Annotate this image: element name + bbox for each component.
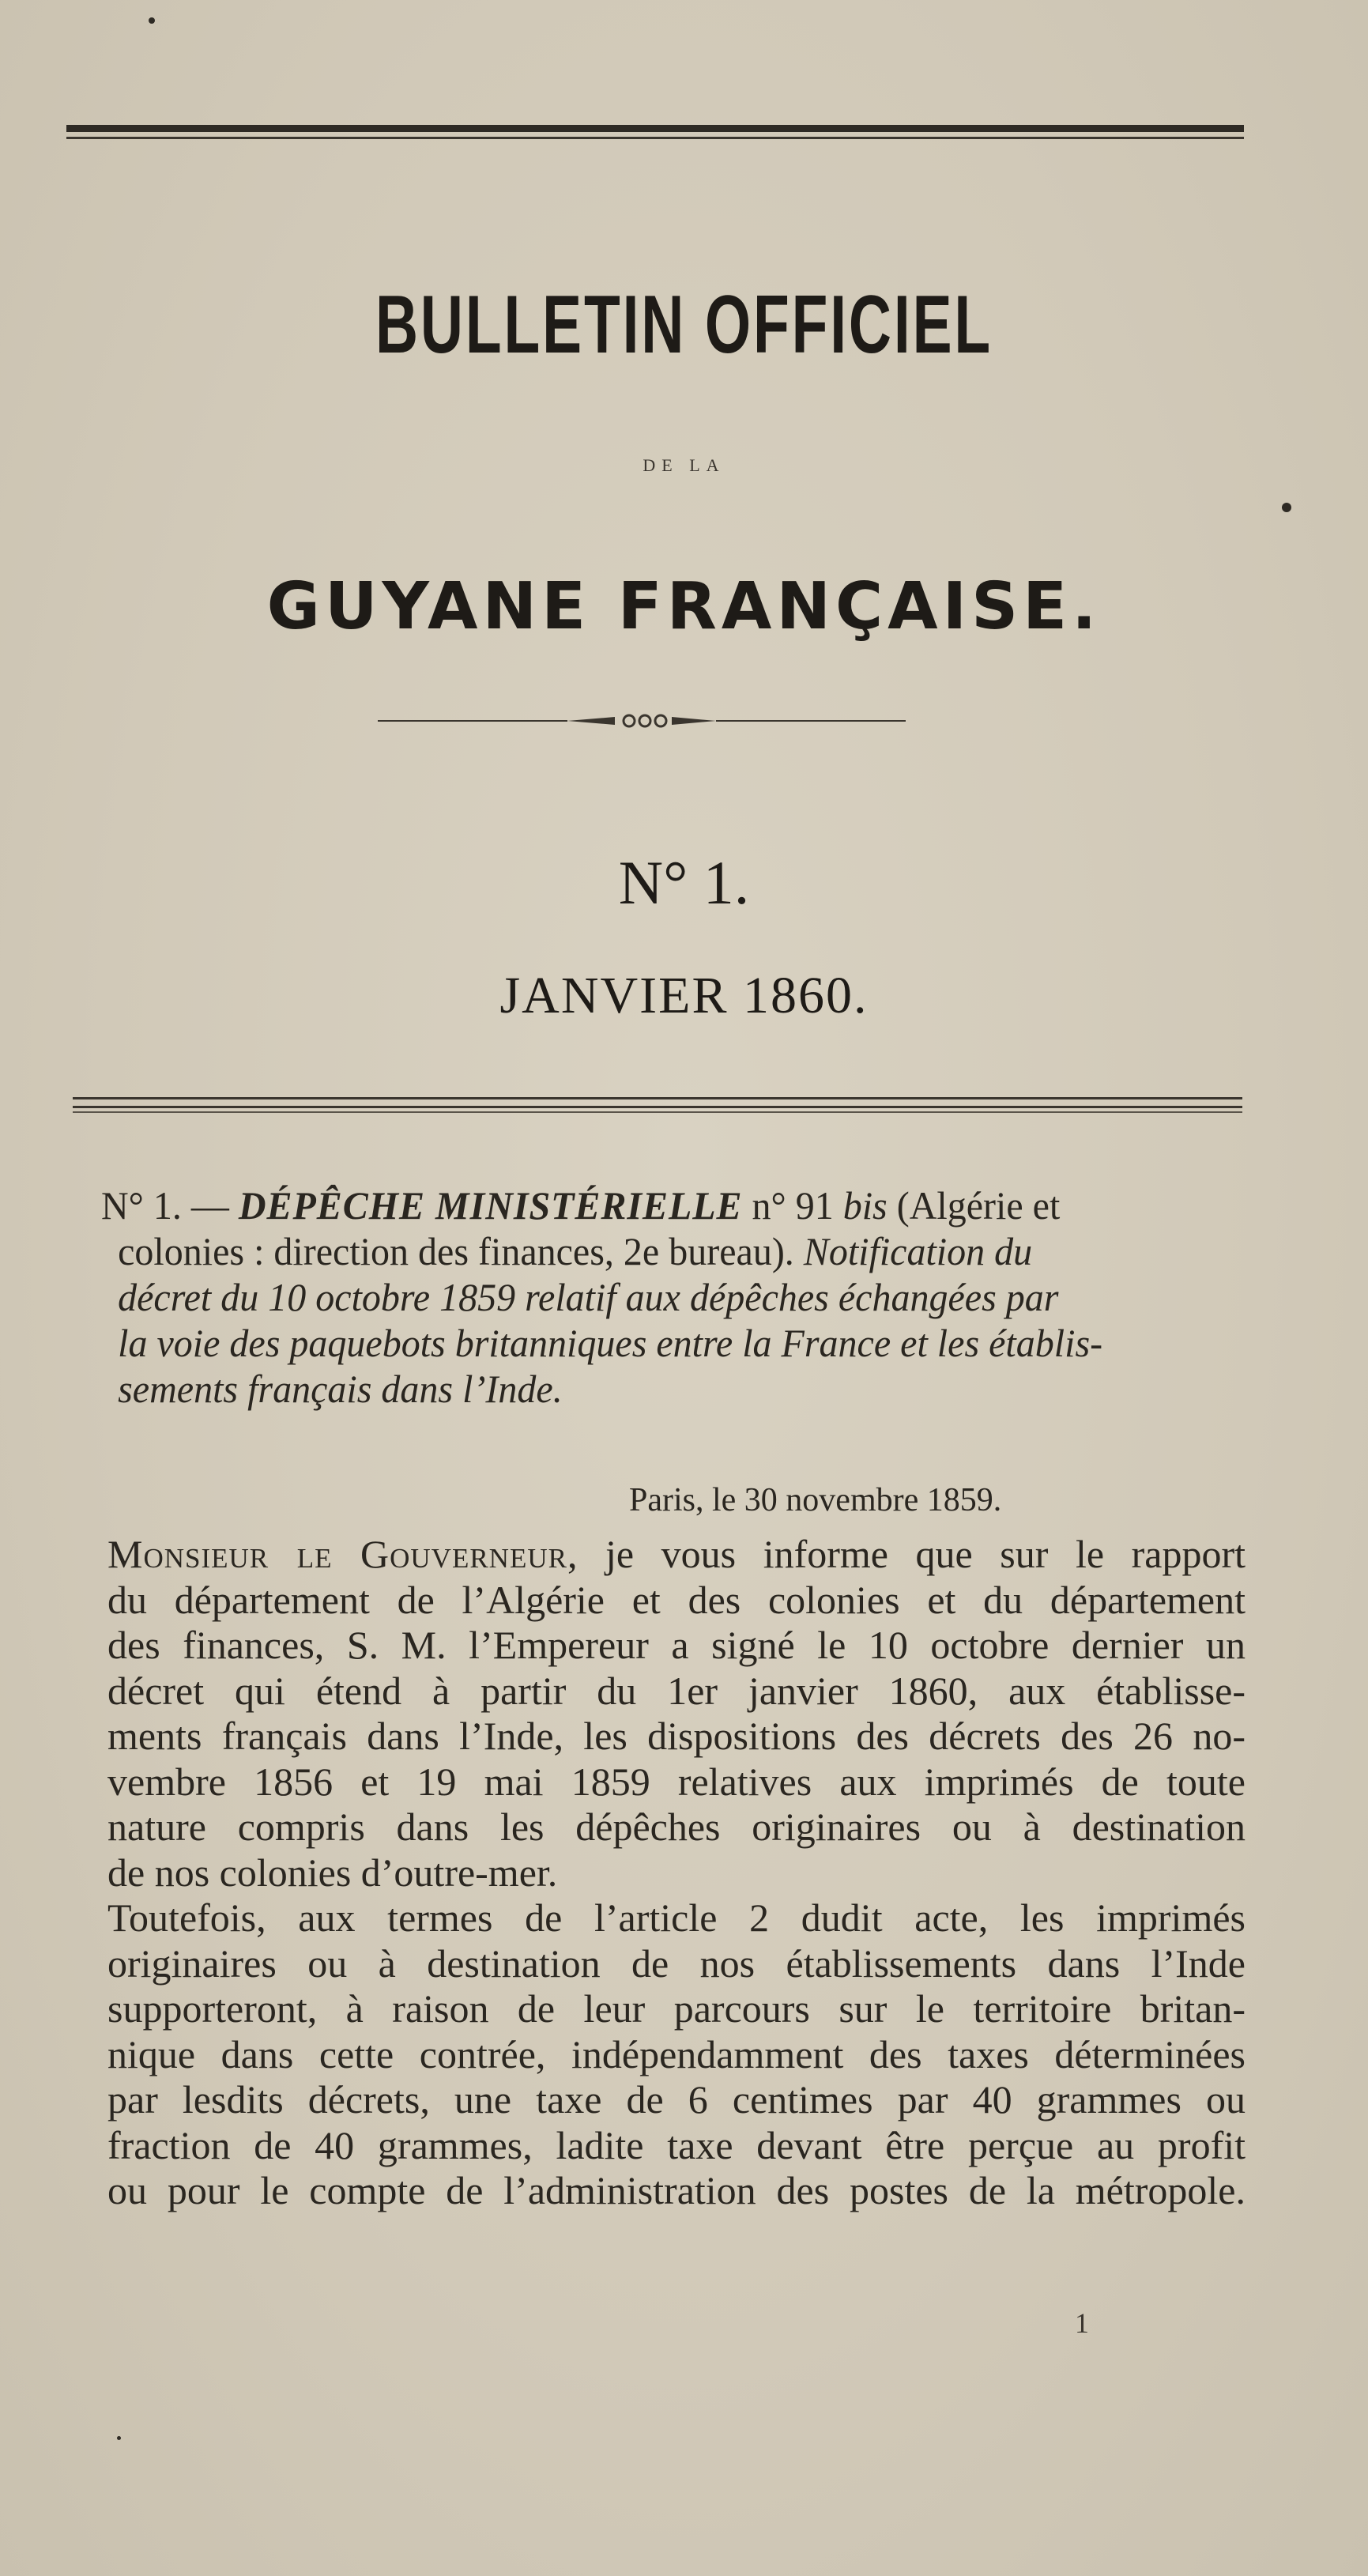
body-line: originaires ou à destination de nos établissements dans l’Inde (107, 1940, 1246, 1986)
body-line: fraction de 40 grammes, ladite taxe devant être perçue au profit (107, 2122, 1246, 2167)
heading-run: décret du 10 octobre 1859 relatif aux dépêches échangées par (118, 1275, 1059, 1319)
body-line: vembre 1856 et 19 mai 1859 relatives aux imprimés de toute (107, 1759, 1246, 1804)
body-line: nature compris dans les dépêches originaires ou à destination (107, 1805, 1246, 1849)
heading-run: DÉPÊCHE MINISTÉRIELLE (238, 1183, 743, 1228)
body-line: ou pour le compte de l’administration des postes de la métropole. (107, 2168, 1246, 2212)
heading-run: N° 1. — (101, 1183, 239, 1228)
body-line: de nos colonies d’outre-mer. (107, 1850, 558, 1895)
body-line: Monsieur le Gouverneur, je vous informe que sur le rapport (107, 1532, 1246, 1576)
body-line: du département de l’Algérie et des colonies et du département (107, 1577, 1246, 1622)
heading-run: la voie des paquebots britanniques entre la France et les établis- (118, 1321, 1103, 1365)
salutation: Monsieur le Gouverneur, (107, 1532, 578, 1576)
signature-mark: 1 (1075, 2307, 1089, 2339)
body-line: nique dans cette contrée, indépendamment des taxes déterminées (107, 2031, 1246, 2076)
heading-run: (Algérie et (887, 1183, 1061, 1228)
bulletin-title: BULLETIN OFFICIEL (375, 279, 993, 371)
section-triple-rule (73, 1097, 1242, 1113)
body-line: Toutefois, aux termes de l’article 2 dudit acte, les imprimés (107, 1895, 1246, 1940)
body-line: supporteront, à raison de leur parcours sur le territoire britan- (107, 1986, 1246, 2031)
body-line: des finances, S. M. l’Empereur a signé le 10 octobre dernier un (107, 1623, 1246, 1667)
article-heading (101, 1182, 1201, 1412)
dateline: Paris, le 30 novembre 1859. (629, 1482, 1002, 1518)
top-double-rule (66, 125, 1244, 142)
heading-run: bis (842, 1183, 888, 1228)
body-line: ments français dans l’Inde, les dispositions des décrets des 26 no- (107, 1714, 1246, 1758)
heading-run: Notification du (803, 1229, 1033, 1273)
article-body (107, 1532, 1246, 2214)
heading-run: n° 91 (742, 1183, 843, 1228)
heading-line (101, 1320, 1201, 1366)
heading-line (101, 1366, 1201, 1412)
heading-line (101, 1182, 1201, 1228)
ornament-divider-icon (378, 710, 906, 732)
bulletin-subtitle: DE LA (643, 455, 725, 475)
body-line: par lesdits décrets, une taxe de 6 centimes par 40 grammes ou (107, 2077, 1246, 2122)
heading-run: sements français dans l’Inde. (118, 1367, 563, 1411)
body-line: décret qui étend à partir du 1er janvier 1860, aux établisse- (107, 1668, 1246, 1713)
heading-run: colonies : direction des finances, 2e bureau). (118, 1229, 804, 1273)
colony-title: GUYANE FRANÇAISE. (266, 569, 1102, 644)
issue-number: N° 1. (618, 848, 750, 917)
heading-line (101, 1228, 1201, 1274)
heading-line (101, 1274, 1201, 1320)
issue-date: JANVIER 1860. (499, 967, 869, 1024)
